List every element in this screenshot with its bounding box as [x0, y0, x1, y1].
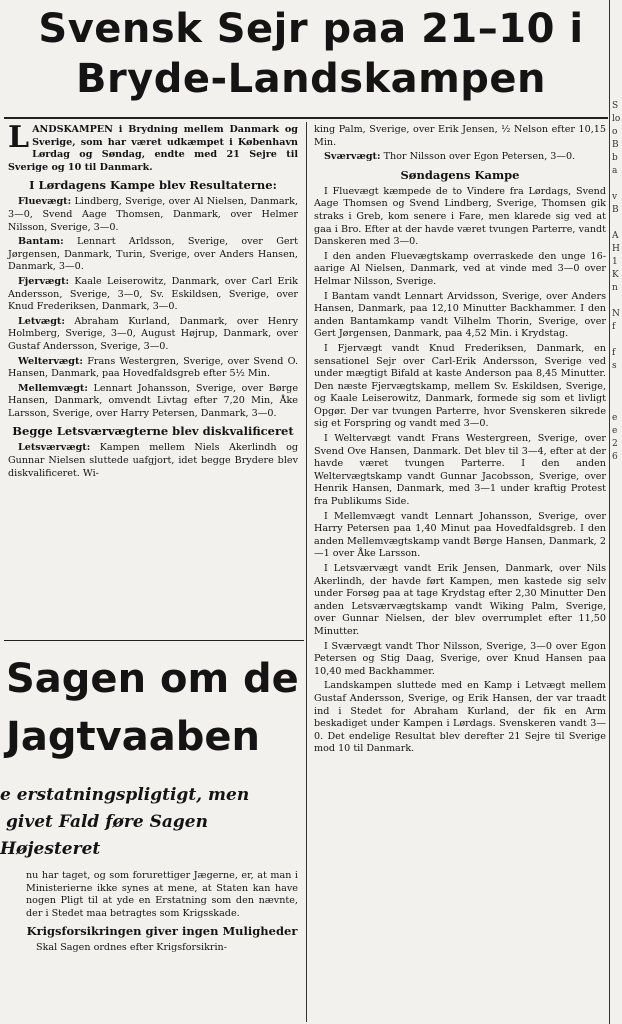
result-paragraph: Letsværvægt: Kampen mellem Niels Akerlindh og Gunnar Nielsen sluttede uafgjort, idet begge Brydere blev diskvalificeret. Wi- [8, 442, 298, 479]
subhead-sunday: Søndagens Kampe [400, 167, 520, 182]
body-paragraph: I Letsværvægt vandt Erik Jensen, Danmark, over Nils Akerlindh, der havde ført Kampen, men kastede sig selv under Forsøg paa at tage Krydstag efter 2,30 Minutter Den anden Letsværvægtskamp vandt Wiking Palm, Sverige, over Gunnar Nielsen, der blev overrumplet efter 11,50 Minutter. [314, 563, 606, 637]
drop-cap: L [8, 120, 30, 155]
edge-fragment-text: 1 [612, 257, 618, 267]
edge-fragment-text: b [612, 153, 618, 163]
headline-line-1: Svensk Sejr paa 21–10 i [38, 6, 584, 52]
second-article-deck: e erstatningspligtigt, men givet Fald føre Sagen Højesteret [0, 785, 250, 859]
result-paragraph: Sværvægt: Thor Nilsson over Egon Petersen, 3—0. [324, 151, 576, 163]
edge-fragment-text: n [612, 283, 618, 293]
edge-fragment-text [612, 386, 622, 399]
result-paragraph: Fluevægt: Lindberg, Sverige, over Al Nielsen, Danmark, 3—0, Svend Aage Thomsen, Danmark, over Helmer Nilsson, Sverige, 3—0. [8, 196, 298, 233]
edge-fragment-text [612, 295, 622, 308]
body-paragraph: I Fluevægt kæmpede de to Vindere fra Lørdags, Svend Aage Thomsen og Svend Lindberg, Sverige, Thomsen gik straks i Greb, kom senere i Fare, men klarede sig ved at gaa i Bro. Efter at der havde været tvungen Parterre, vandt Danskeren med 3—0. [314, 185, 606, 248]
second-article-body: nu har taget, og som forurettiger Jægerne, er, at man i Ministerierne ikke synes at mene, at Staten kan have nogen Pligt til at yde en Erstatning som den nævnte, der i Stedet maa betragtes som Krigsskade. Krigsforsikringen giver ingen Muligheder Skal Sagen ordnes efter Krigsforsikrin- [26, 870, 298, 954]
body-paragraph: I Weltervægt vandt Frans Westergreen, Sverige, over Svend Ove Hansen, Danmark. Det blev til 3—4, efter at der havde været tvungen Parterre. I den anden Weltervægtskamp vandt Gunnar Jacobsson, Sverige, over Henrik Hansen, Danmark, med 3—1 under kraftig Protest fra Publikums Side. [314, 433, 606, 508]
edge-fragment-text: o [612, 127, 618, 137]
right-edge-divider [609, 0, 610, 1024]
page-headline [0, 4, 622, 104]
edge-fragment-text: N [612, 309, 620, 319]
edge-fragment-text: f [612, 348, 616, 358]
adjacent-column-fragment [612, 100, 622, 1024]
edge-fragment-text: B [612, 140, 619, 150]
body-paragraph: I Fjervægt vandt Knud Frederiksen, Danmark, en sensationel Sejr over Carl-Erik Andersson, Sverige ved under mægtigt Bifald at kaste Anderson paa 8,45 Minutter. Den næste Fjervægtskamp, mellem Sv. Eskildsen, Sverige, og Kaale Leiserowitz, Danmark, formede sig som et livligt Opgør. Der var tvungen Parterre, hvor Svenskeren sikrede sig et Forspring og vandt med 3—0. [314, 342, 606, 430]
edge-fragment-text [612, 217, 622, 230]
edge-fragment-text [612, 399, 622, 412]
subhead-disqualified: Begge Letsværvægterne blev diskvalificeret [12, 424, 294, 439]
edge-fragment-text: H [612, 244, 620, 254]
result-paragraph: Bantam: Lennart Arldsson, Sverige, over Gert Jørgensen, Danmark, Turin, Sverige, over Anders Hansen, Danmark, 3—0. [8, 236, 298, 273]
edge-fragment-text [612, 334, 622, 347]
body-paragraph: Landskampen sluttede med en Kamp i Letvægt mellem Gustaf Andersson, Sverige, og Erik Hansen, der var traadt ind i Stedet for Abraham Kurland, der fik en Arm beskadiget under Kampen i Lørdags. Svenskeren vandt 3—0. Det endelige Resultat blev derefter 21 Sejre til Sverige mod 10 til Danmark. [314, 680, 606, 755]
result-paragraph: Letvægt: Abraham Kurland, Danmark, over Henry Holmberg, Sverige, 3—0, August Højrup, Danmark, over Gustaf Andersson, Sverige, 3—0. [8, 315, 298, 352]
edge-fragment-text: K [612, 270, 619, 280]
result-paragraph: Weltervægt: Frans Westergren, Sverige, over Svend O. Hansen, Danmark, paa Hovedfaldsgreb efter 5½ Min. [8, 355, 298, 380]
column-divider [306, 122, 307, 1022]
body-paragraph: I Mellemvægt vandt Lennart Johansson, Sverige, over Harry Petersen paa 1,40 Minut paa Hovedfaldsgreb. I den anden Mellemvægtskamp vandt Børge Hansen, Danmark, 2—1 over Åke Larsson. [314, 510, 606, 560]
edge-fragment-text: e [612, 426, 618, 436]
second-article-headline: Sagen om de Jagtvaaben [6, 656, 299, 760]
article-separator-rule [4, 640, 304, 641]
subhead-war-insurance: Krigsforsikringen giver ingen Muligheder [26, 924, 298, 939]
headline-rule [4, 117, 608, 119]
edge-fragment-text: v [612, 192, 618, 202]
continued-text: king Palm, Sverige, over Erik Jensen, ½ Nelson efter 10,15 Min. [314, 124, 606, 148]
subhead-saturday: I Lørdagens Kampe blev Resultaterne: [29, 178, 277, 193]
body-paragraph: I Bantam vandt Lennart Arvidsson, Sverige, over Anders Hansen, Danmark, paa 12,10 Minutter Backhammer. I den anden Bantamkamp vandt Vilhelm Thorin, Sverige, over Gert Jørgensen, Danmark, paa 4,52 Min. i Krydstag. [314, 290, 606, 340]
edge-fragment-text: 6 [612, 452, 618, 462]
edge-fragment-text: a [612, 166, 618, 176]
edge-fragment-text: f [612, 322, 616, 332]
edge-fragment-text: e [612, 413, 618, 423]
result-paragraph: Fjervægt: Kaale Leiserowitz, Danmark, over Carl Erik Andersson, Sverige, 3—0, Sv. Eskildsen, Sverige, over Knud Frederiksen, Danmark, 3—0. [8, 275, 298, 313]
body-paragraph: I Sværvægt vandt Thor Nilsson, Sverige, 3—0 over Egon Petersen og Stig Daag, Sverige, over Knud Hansen paa 10,40 med Backhammer. [314, 640, 606, 677]
lead-paragraph: LANDSKAMPEN i Brydning mellem Danmark og Sverige, som har været udkæmpet i København Lørdag og Søndag, endte med 21 Sejre til Sverige og 10 til Danmark. [8, 120, 298, 173]
body-paragraph: I den anden Fluevægtskamp overraskede den unge 16-aarige Al Nielsen, Danmark, ved at vinde med 3—0 over Helmar Nilsson, Sverige. [314, 250, 606, 287]
edge-fragment-text [612, 373, 622, 386]
headline-line-2: Bryde-Landskampen [75, 56, 547, 102]
result-paragraph: Mellemvægt: Lennart Johansson, Sverige, over Børge Hansen, Danmark, omvendt Livtag efter 7,20 Min, Åke Larsson, Sverige, over Harry Petersen, Danmark, 3—0. [8, 382, 298, 419]
left-article-column [8, 120, 298, 482]
edge-fragment-text [612, 178, 622, 191]
edge-fragment-text: B [612, 205, 619, 215]
edge-fragment-text: lo [612, 114, 621, 124]
edge-fragment-text: A [612, 231, 619, 241]
right-article-column [314, 124, 606, 758]
edge-fragment-text: S [612, 101, 619, 111]
edge-fragment-text: s [612, 361, 617, 371]
edge-fragment-text: 2 [612, 439, 618, 449]
